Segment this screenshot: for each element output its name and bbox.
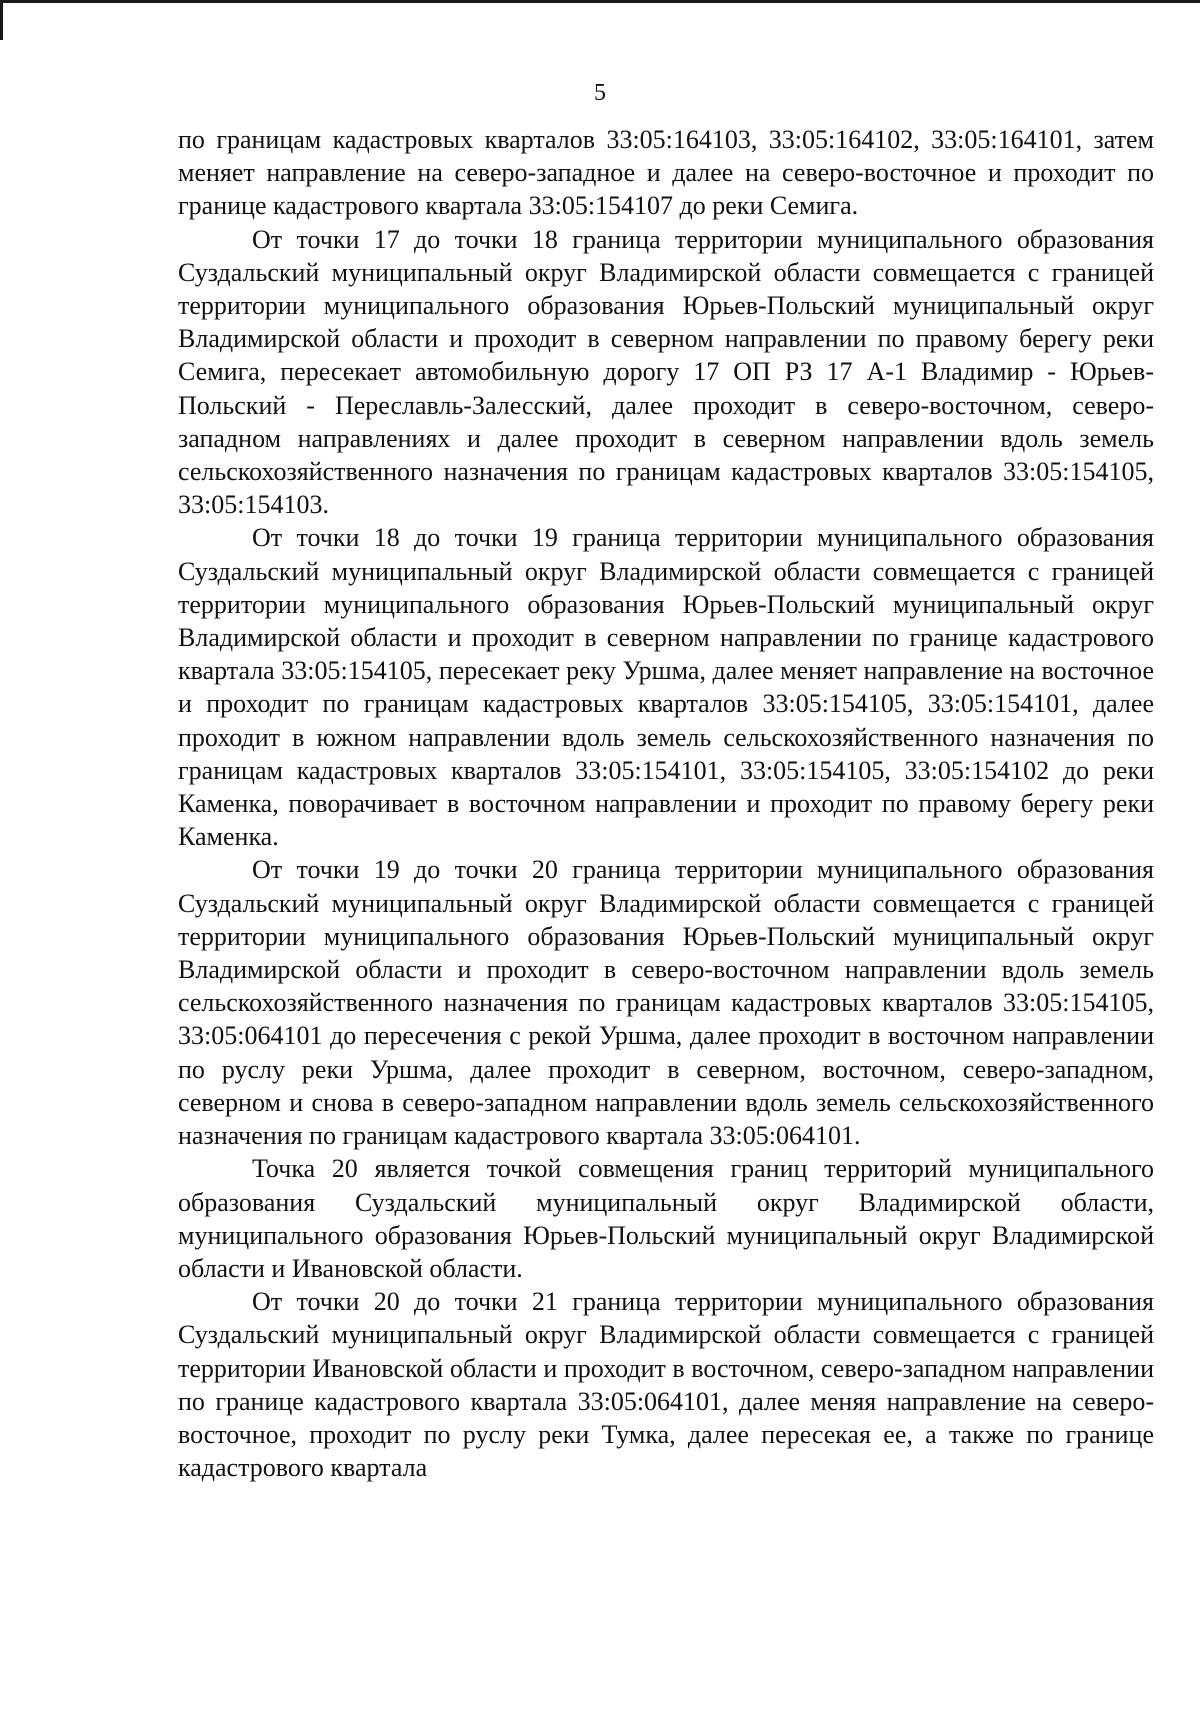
document-body	[178, 123, 1154, 1484]
paragraph-continuation: по границам кадастровых кварталов 33:05:164103, 33:05:164102, 33:05:164101, затем меняет направление на северо-западное и далее на северо-восточное и проходит по границе кадастрового квартала 33:05:154107 до реки Семига.	[178, 125, 1154, 221]
scan-border-top	[0, 0, 1200, 3]
paragraph-point-18-19: От точки 18 до точки 19 граница территории муниципального образования Суздальский муниципальный округ Владимирской области совмещается с границей территории муниципального образования Юрьев-Польский муниципальный округ Владимирской области и проходит в северном направлении по границе кадастрового квартала 33:05:154105, пересекает реку Уршма, далее меняет направление на восточное и проходит по границам кадастровых кварталов 33:05:154105, 33:05:154101, далее проходит в южном направлении вдоль земель сельскохозяйственного назначения по границам кадастровых кварталов 33:05:154101, 33:05:154105, 33:05:154102 до реки Каменка, поворачивает в восточном направлении и проходит по правому берегу реки Каменка.	[178, 523, 1154, 852]
page-number: 5	[594, 80, 606, 106]
paragraph-point-20: Точка 20 является точкой совмещения границ территорий муниципального образования Суздальский муниципальный округ Владимирской области, муниципального образования Юрьев-Польский муниципальный округ Владимирской области и Ивановской области.	[178, 1154, 1154, 1283]
paragraph-point-19-20: От точки 19 до точки 20 граница территории муниципального образования Суздальский муниципальный округ Владимирской области совмещается с границей территории муниципального образования Юрьев-Польский муниципальный округ Владимирской области и проходит в северо-восточном направлении вдоль земель сельскохозяйственного назначения по границам кадастровых кварталов 33:05:154105, 33:05:064101 до пересечения с рекой Уршма, далее проходит в восточном направлении по руслу реки Уршма, далее проходит в северном, восточном, северо-западном, северном и снова в северо-западном направлении вдоль земель сельскохозяйственного назначения по границам кадастрового квартала 33:05:064101.	[178, 855, 1154, 1151]
scan-border-left	[0, 0, 3, 40]
paragraph-point-17-18: От точки 17 до точки 18 граница территории муниципального образования Суздальский муниципальный округ Владимирской области совмещается с границей территории муниципального образования Юрьев-Польский муниципальный округ Владимирской области и проходит в северном направлении по правому берегу реки Семига, пересекает автомобильную дорогу 17 ОП РЗ 17 А-1 Владимир - Юрьев-Польский - Переславль-Залесский, далее проходит в северо-восточном, северо-западном направлениях и далее проходит в северном направлении вдоль земель сельскохозяйственного назначения по границам кадастровых кварталов 33:05:154105, 33:05:154103.	[178, 224, 1154, 520]
paragraph-point-20-21: От точки 20 до точки 21 граница территории муниципального образования Суздальский муниципальный округ Владимирской области совмещается с границей территории Ивановской области и проходит в восточном, северо-западном направлении по границе кадастрового квартала 33:05:064101, далее меняя направление на северо-восточное, проходит по руслу реки Тумка, далее пересекая ее, а также по границе кадастрового квартала	[178, 1287, 1154, 1483]
